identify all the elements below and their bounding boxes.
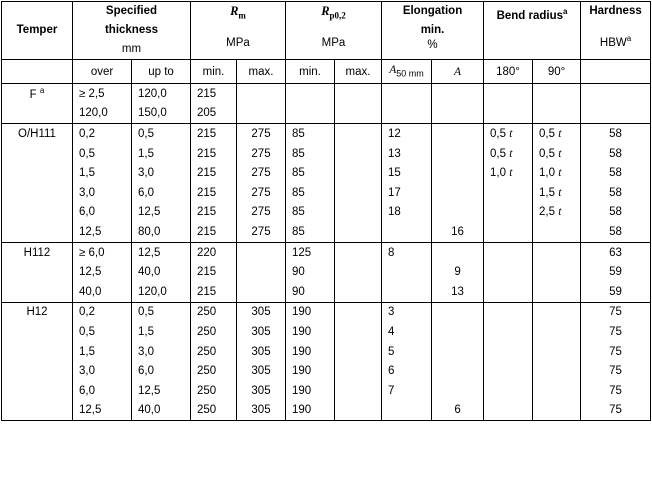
bend-180-cell: 1,0 t [484,163,533,183]
hardness-cell: 58 [581,222,651,242]
hardness-cell: 58 [581,203,651,223]
bend-90-cell [533,322,581,342]
elong-a50-cell: 15 [382,163,432,183]
bend-180-cell [484,84,533,104]
thickness-upto-cell: 6,0 [132,361,191,381]
thickness-over-cell: 6,0 [73,203,132,223]
thickness-over-cell: 1,5 [73,342,132,362]
temper-label: F [29,89,37,102]
thickness-over-cell: 120,0 [73,104,132,124]
elong-a-cell [432,104,484,124]
bend-180-cell [484,401,533,421]
rm-max-cell: 305 [237,322,286,342]
rp-max-cell [335,361,382,381]
bend-90-cell: 0,5 t [533,124,581,144]
bend-90-cell [533,262,581,282]
table-row [2,183,651,203]
table-row [2,342,651,362]
bend-90-cell [533,361,581,381]
rm-max-cell: 305 [237,401,286,421]
rm-max-cell: 305 [237,381,286,401]
table-row [2,302,651,322]
elongation-min: min. [420,24,445,36]
elong-a-cell [432,144,484,164]
thickness-header: Specified thickness mm [73,2,191,60]
thickness-upto-cell: 6,0 [132,183,191,203]
thickness-over-cell: 12,5 [73,222,132,242]
elong-a-cell: 16 [432,222,484,242]
thickness-upto-cell: 12,5 [132,203,191,223]
table-row [2,242,651,262]
rm-min-cell: 215 [191,222,237,242]
temper-cell [2,401,73,421]
temper-label: O/H111 [18,127,56,140]
elong-a50-cell [382,222,432,242]
rp-min-cell: 190 [286,381,335,401]
bend-90-cell [533,302,581,322]
bend-180-cell [484,342,533,362]
thickness-over-cell: ≥ 6,0 [73,242,132,262]
thickness-over-cell: 0,5 [73,144,132,164]
rm-min-cell: 215 [191,203,237,223]
rm-max-cell [237,104,286,124]
elong-a50-cell: 8 [382,242,432,262]
elongation-unit: % [427,39,438,51]
elong-a-cell [432,183,484,203]
rp-max-cell [335,222,382,242]
bend-90-cell [533,282,581,302]
table-row [2,163,651,183]
elong-a50-cell: 5 [382,342,432,362]
rp-min-cell: 190 [286,322,335,342]
thickness-upto-cell: 40,0 [132,262,191,282]
temper-cell [2,361,73,381]
thickness-over-cell: 1,5 [73,163,132,183]
bend-180-cell [484,282,533,302]
rp-max-cell [335,203,382,223]
hardness-cell: 75 [581,361,651,381]
rp-min-cell: 90 [286,282,335,302]
elong-a50-cell [382,282,432,302]
bend-180-cell [484,183,533,203]
elong-a-cell: 6 [432,401,484,421]
rm-min-cell: 215 [191,262,237,282]
rm-max-cell: 275 [237,163,286,183]
rp-min-cell: 190 [286,361,335,381]
rp-max-cell [335,381,382,401]
rp-min-cell: 85 [286,144,335,164]
thickness-upto-cell: 120,0 [132,282,191,302]
hardness-cell: 75 [581,381,651,401]
table-row [2,222,651,242]
rm-max-cell: 275 [237,222,286,242]
temper-cell [2,183,73,203]
thickness-upto-cell: 40,0 [132,401,191,421]
rp-min-cell: 90 [286,262,335,282]
hardness-cell: 58 [581,183,651,203]
rp-min-cell: 85 [286,203,335,223]
thickness-upto-cell: 3,0 [132,163,191,183]
header-row [2,2,651,60]
rp-max-cell [335,322,382,342]
subheader-over: over [73,60,132,84]
rm-min-cell: 250 [191,381,237,401]
elong-a50-cell [382,262,432,282]
subheader-rp-max: max. [335,60,382,84]
bend-180-cell [484,322,533,342]
thickness-over-cell: 6,0 [73,381,132,401]
rp-min-cell: 85 [286,222,335,242]
hardness-cell [581,84,651,104]
bend-90-cell [533,84,581,104]
bend-90-cell: 2,5 t [533,203,581,223]
bend-90-cell [533,242,581,262]
temper-cell [2,322,73,342]
rm-max-cell: 275 [237,124,286,144]
bend-90-cell: 1,0 t [533,163,581,183]
temper-cell [2,144,73,164]
bend-90-cell: 1,5 t [533,183,581,203]
rp-min-cell: 85 [286,163,335,183]
temper-cell [2,342,73,362]
rm-min-cell: 250 [191,322,237,342]
elong-a-cell: 13 [432,282,484,302]
hardness-cell: 75 [581,401,651,421]
rp-max-cell [335,242,382,262]
table-row [2,203,651,223]
rp-max-cell [335,163,382,183]
elong-a50-cell: 7 [382,381,432,401]
subheader-a: A [432,60,484,84]
table-row [2,84,651,104]
hardness-cell: 58 [581,163,651,183]
elong-a-cell [432,361,484,381]
bend-90-cell [533,222,581,242]
rm-min-cell: 250 [191,342,237,362]
temper-cell [2,104,73,124]
rm-max-cell: 275 [237,203,286,223]
bend-180-cell: 0,5 t [484,124,533,144]
temper-cell [2,222,73,242]
elong-a-cell [432,342,484,362]
rp-max-cell [335,262,382,282]
hardness-unit: HBW$^a$ [599,34,632,49]
bend-radius-header: Bend radius$^a$ [484,2,581,60]
subheader-180: 180° [484,60,533,84]
table-row [2,401,651,421]
rp-max-cell [335,124,382,144]
table-row [2,124,651,144]
rp-max-cell [335,84,382,104]
temper-cell [2,302,73,322]
rm-max-cell: 275 [237,183,286,203]
thickness-over-cell: 0,2 [73,302,132,322]
hardness-cell: 75 [581,342,651,362]
thickness-over-cell: 40,0 [73,282,132,302]
thickness-upto-cell: 0,5 [132,124,191,144]
temper-cell [2,242,73,262]
bend-90-cell [533,342,581,362]
bend-90-cell [533,401,581,421]
rp-min-cell: 85 [286,183,335,203]
rm-max-cell [237,282,286,302]
rp-max-cell [335,401,382,421]
elong-a50-cell [382,84,432,104]
elong-a-cell [432,84,484,104]
rm-unit: MPa [226,36,250,49]
elong-a-cell [432,242,484,262]
rm-min-cell: 215 [191,163,237,183]
bend-180-cell [484,104,533,124]
subheader-rp-min: min. [286,60,335,84]
rm-min-cell: 215 [191,144,237,164]
temper-cell [2,262,73,282]
elong-a-cell [432,203,484,223]
hardness-header: Hardness HBW$^a$ [581,2,651,60]
thickness-upto-cell: 120,0 [132,84,191,104]
hardness-cell: 58 [581,124,651,144]
bend-180-cell: 0,5 t [484,144,533,164]
rp-unit: MPa [321,36,346,49]
thickness-upto-cell: 1,5 [132,144,191,164]
thickness-over-cell: 3,0 [73,361,132,381]
rp-min-cell: 190 [286,302,335,322]
thickness-over-cell: 3,0 [73,183,132,203]
elong-a50-cell [382,104,432,124]
hardness-cell: 63 [581,242,651,262]
bend-90-cell [533,381,581,401]
bend-180-cell [484,361,533,381]
elong-a50-cell: 6 [382,361,432,381]
table-row [2,381,651,401]
hardness-cell [581,104,651,124]
subheader-hardness-blank [581,60,651,84]
hardness-cell: 75 [581,302,651,322]
table-row [2,322,651,342]
elong-a-cell [432,163,484,183]
hardness-cell: 59 [581,282,651,302]
subheader-a50: $A_{50 mm}$ [382,60,432,84]
subheader-rm-max: max. [237,60,286,84]
thickness-over-cell: 0,2 [73,124,132,144]
rm-max-cell: 305 [237,342,286,362]
rp-max-cell [335,144,382,164]
rm-min-cell: 220 [191,242,237,262]
temper-cell [2,124,73,144]
thickness-upto-cell: 1,5 [132,322,191,342]
rm-min-cell: 215 [191,183,237,203]
rp-min-cell [286,104,335,124]
temper-cell [2,381,73,401]
rp-min-cell: 190 [286,401,335,421]
elong-a50-cell [382,401,432,421]
temper-cell [2,282,73,302]
rm-min-cell: 250 [191,361,237,381]
bend-180-cell [484,381,533,401]
rp-max-cell [335,282,382,302]
elong-a50-cell: 13 [382,144,432,164]
elong-a-cell [432,302,484,322]
temper-properties-table [1,1,651,421]
elong-a50-cell: 12 [382,124,432,144]
subheader-rm-min: min. [191,60,237,84]
rp-max-cell [335,342,382,362]
table-row [2,282,651,302]
table-row [2,262,651,282]
rp-min-cell: 190 [286,342,335,362]
elong-a-cell [432,124,484,144]
table-row [2,361,651,381]
elong-a-cell [432,381,484,401]
table-row [2,104,651,124]
table-row [2,144,651,164]
temper-label: H12 [26,306,48,319]
elong-a-cell: 9 [432,262,484,282]
rp-header: $R_{p0,2}$ MPa [286,2,382,60]
subheader-temper-blank [2,60,73,84]
bend-180-cell [484,302,533,322]
rm-max-cell: 275 [237,144,286,164]
rm-min-cell: 250 [191,401,237,421]
thickness-upto-cell: 12,5 [132,381,191,401]
bend-180-cell [484,262,533,282]
elong-a50-cell: 3 [382,302,432,322]
rm-header: $R_m$ MPa [191,2,286,60]
subheader-row [2,60,651,84]
rm-max-cell: 305 [237,302,286,322]
rp-min-cell: 85 [286,124,335,144]
table-body [2,84,651,421]
rm-max-cell: 305 [237,361,286,381]
temper-label: H112 [23,246,51,259]
hardness-cell: 75 [581,322,651,342]
bend-180-cell [484,242,533,262]
elongation-header: Elongation min. % [382,2,484,60]
hardness-cell: 59 [581,262,651,282]
thickness-over-cell: ≥ 2,5 [73,84,132,104]
subheader-90: 90° [533,60,581,84]
bend-90-cell [533,104,581,124]
thickness-upto-cell: 80,0 [132,222,191,242]
rp-max-cell [335,104,382,124]
bend-180-cell [484,222,533,242]
thickness-upto-cell: 150,0 [132,104,191,124]
bend-90-cell: 0,5 t [533,144,581,164]
thickness-over-cell: 0,5 [73,322,132,342]
thickness-upto-cell: 0,5 [132,302,191,322]
elong-a50-cell: 17 [382,183,432,203]
elong-a-cell [432,322,484,342]
hardness-cell: 58 [581,144,651,164]
rm-max-cell [237,242,286,262]
rm-min-cell: 250 [191,302,237,322]
rm-min-cell: 215 [191,124,237,144]
rm-min-cell: 215 [191,282,237,302]
rp-max-cell [335,302,382,322]
temper-footnote: a [39,86,45,96]
temper-cell [2,163,73,183]
temper-header: Temper [2,2,73,60]
rm-max-cell [237,262,286,282]
rp-min-cell [286,84,335,104]
rp-min-cell: 125 [286,242,335,262]
temper-cell [2,84,73,104]
subheader-upto: up to [132,60,191,84]
thickness-upto-cell: 12,5 [132,242,191,262]
temper-cell [2,203,73,223]
bend-180-cell [484,203,533,223]
rm-min-cell: 215 [191,84,237,104]
thickness-unit: mm [121,43,142,55]
rm-min-cell: 205 [191,104,237,124]
thickness-upto-cell: 3,0 [132,342,191,362]
thickness-over-cell: 12,5 [73,262,132,282]
rm-max-cell [237,84,286,104]
thickness-over-cell: 12,5 [73,401,132,421]
elong-a50-cell: 18 [382,203,432,223]
elong-a50-cell: 4 [382,322,432,342]
rp-max-cell [335,183,382,203]
